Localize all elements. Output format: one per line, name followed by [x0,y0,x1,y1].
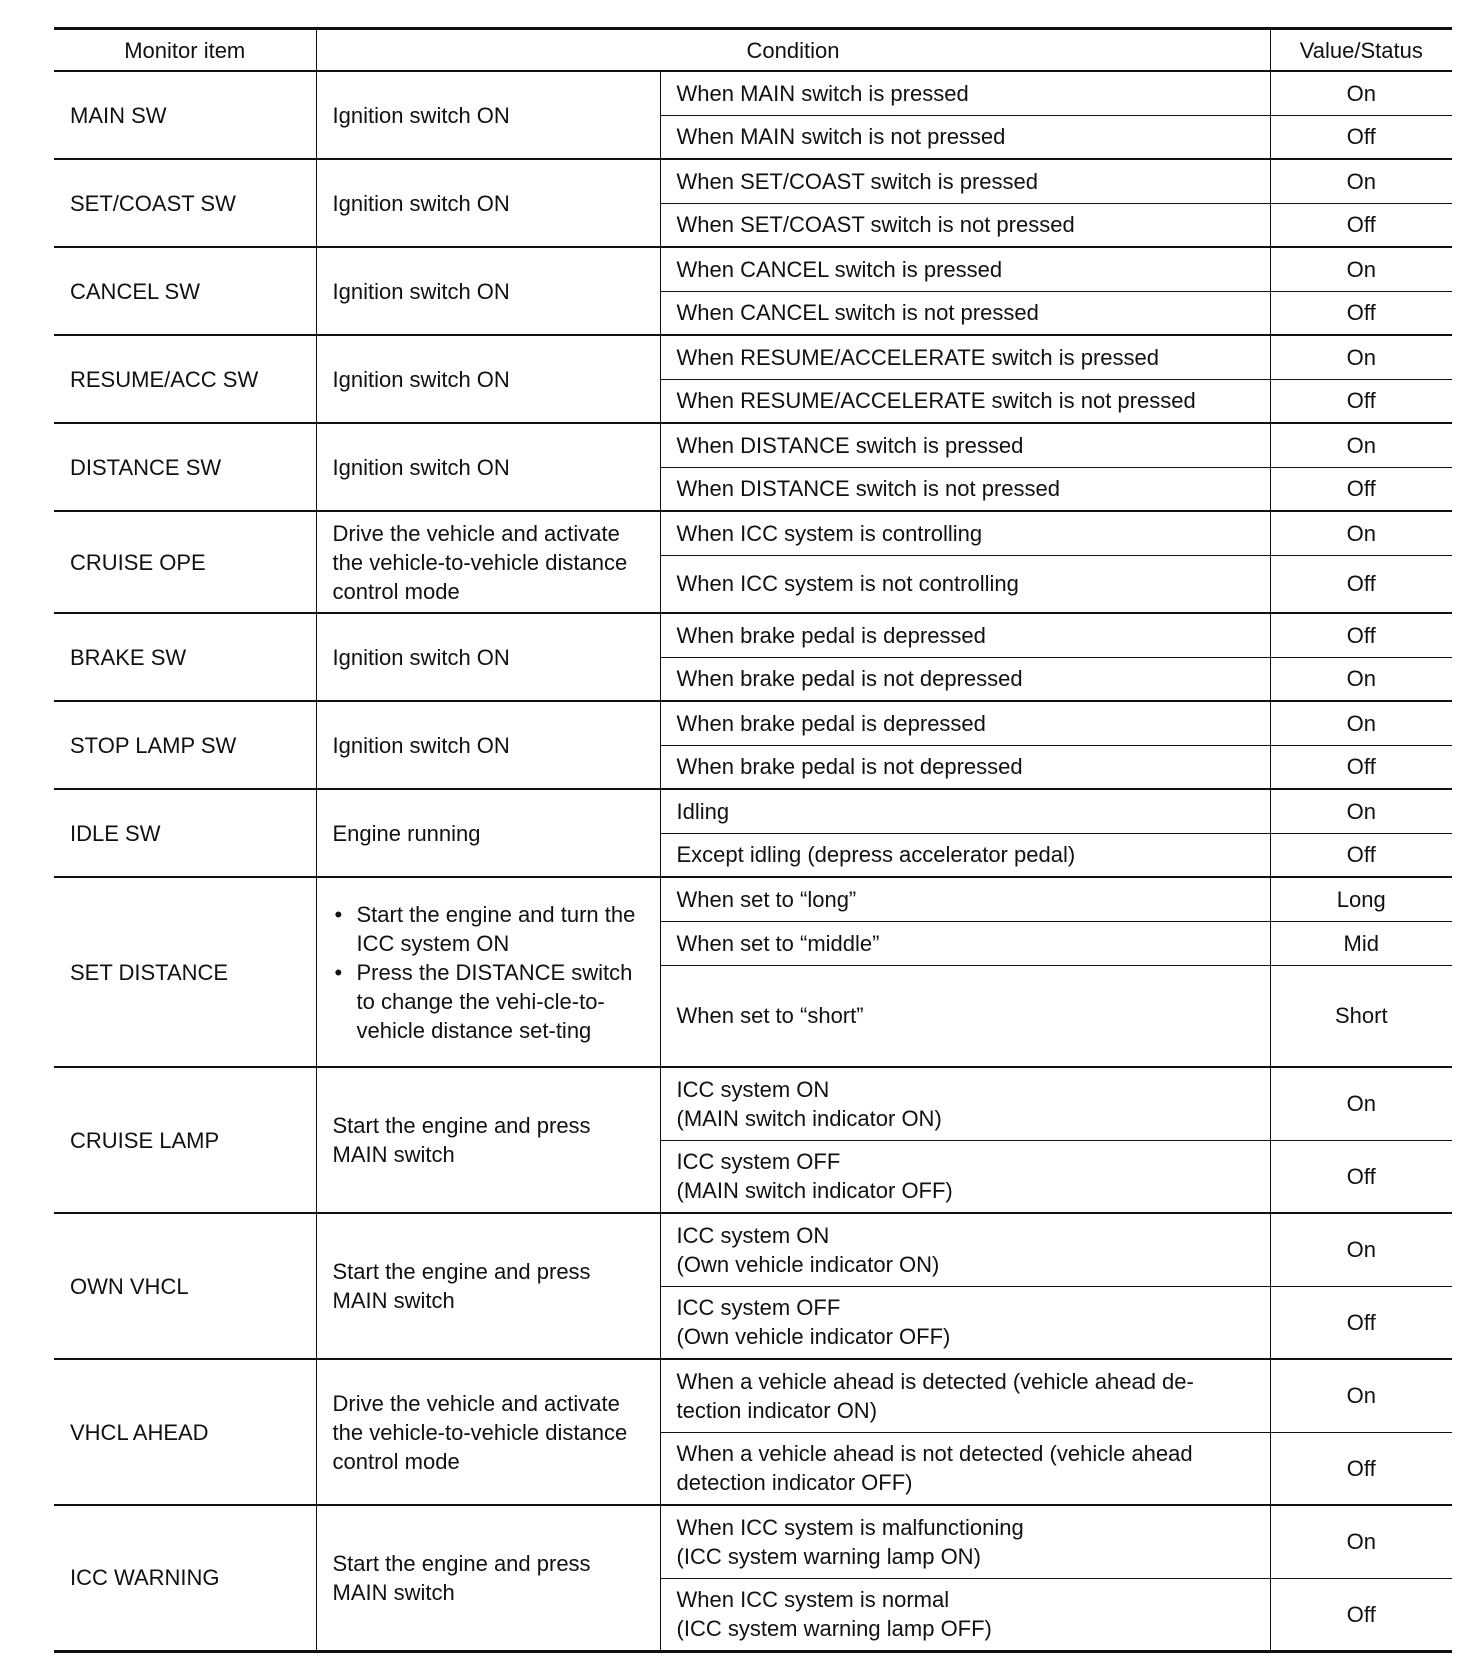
value-cell: On [1270,1213,1452,1286]
sub-condition-cell: When ICC system is normal (ICC system warning lamp OFF) [660,1578,1270,1651]
monitor-item-table [54,27,1452,1653]
sub-condition-cell: When CANCEL switch is not pressed [660,291,1270,335]
sub-condition-cell: When SET/COAST switch is not pressed [660,203,1270,247]
sub-condition-cell: When DISTANCE switch is pressed [660,423,1270,467]
table-header [54,29,1452,72]
value-cell: Off [1270,1432,1452,1505]
sub-condition-cell: When brake pedal is not depressed [660,657,1270,701]
condition-cell: Drive the vehicle and activate the vehicle-to-vehicle distance control mode [316,1359,660,1505]
sub-condition-cell: When SET/COAST switch is pressed [660,159,1270,203]
header-value-status: Value/Status [1270,29,1452,72]
table-row [54,511,1452,555]
sub-condition-cell: ICC system ON (Own vehicle indicator ON) [660,1213,1270,1286]
table-row [54,1213,1452,1286]
condition-bullet-list [333,900,650,1045]
monitor-item-cell: OWN VHCL [54,1213,316,1359]
value-cell: On [1270,1505,1452,1578]
value-cell: On [1270,1359,1452,1432]
monitor-item-cell: IDLE SW [54,789,316,877]
table-row [54,159,1452,203]
condition-cell: Ignition switch ON [316,701,660,789]
condition-bullet: • Press the DISTANCE switch to change the vehi-cle-to-vehicle distance set-ting [333,958,650,1045]
value-cell: Off [1270,745,1452,789]
value-cell: On [1270,159,1452,203]
value-cell: Off [1270,1140,1452,1213]
sub-condition-cell: When brake pedal is depressed [660,613,1270,657]
header-monitor-item: Monitor item [54,29,316,72]
condition-bullet: • Start the engine and turn the ICC system ON [333,900,650,958]
condition-cell [316,877,660,1067]
table-row [54,71,1452,115]
value-cell: Mid [1270,921,1452,965]
condition-cell: Start the engine and press MAIN switch [316,1067,660,1213]
condition-cell: Ignition switch ON [316,613,660,701]
sub-condition-cell: When CANCEL switch is pressed [660,247,1270,291]
sub-condition-cell: When brake pedal is not depressed [660,745,1270,789]
value-cell: Off [1270,613,1452,657]
monitor-item-cell: VHCL AHEAD [54,1359,316,1505]
monitor-item-cell: BRAKE SW [54,613,316,701]
value-cell: On [1270,71,1452,115]
sub-condition-cell: When RESUME/ACCELERATE switch is pressed [660,335,1270,379]
table-row [54,613,1452,657]
monitor-item-cell: RESUME/ACC SW [54,335,316,423]
sub-condition-cell: When a vehicle ahead is detected (vehicle ahead de-tection indicator ON) [660,1359,1270,1432]
monitor-item-cell: CANCEL SW [54,247,316,335]
sub-condition-cell: When ICC system is controlling [660,511,1270,555]
value-cell: Off [1270,203,1452,247]
monitor-item-cell: ICC WARNING [54,1505,316,1651]
sub-condition-cell: Except idling (depress accelerator pedal) [660,833,1270,877]
sub-condition-cell: When set to “middle” [660,921,1270,965]
value-cell: On [1270,511,1452,555]
condition-cell: Engine running [316,789,660,877]
monitor-item-cell: CRUISE OPE [54,511,316,613]
value-cell: Off [1270,379,1452,423]
monitor-item-cell: SET DISTANCE [54,877,316,1067]
value-cell: On [1270,1067,1452,1140]
header-condition: Condition [316,29,1270,72]
value-cell: On [1270,789,1452,833]
table-row [54,877,1452,921]
sub-condition-cell: ICC system OFF (Own vehicle indicator OFF) [660,1286,1270,1359]
condition-cell: Ignition switch ON [316,423,660,511]
header-row [54,29,1452,72]
value-cell: On [1270,335,1452,379]
table-body [54,71,1452,1651]
monitor-item-cell: STOP LAMP SW [54,701,316,789]
sub-condition-cell: Idling [660,789,1270,833]
table-row [54,789,1452,833]
monitor-item-cell: CRUISE LAMP [54,1067,316,1213]
value-cell: Short [1270,965,1452,1067]
sub-condition-cell: When a vehicle ahead is not detected (vehicle ahead detection indicator OFF) [660,1432,1270,1505]
value-cell: Off [1270,291,1452,335]
sub-condition-cell: ICC system OFF (MAIN switch indicator OFF) [660,1140,1270,1213]
value-cell: Off [1270,1286,1452,1359]
sub-condition-cell: When MAIN switch is pressed [660,71,1270,115]
value-cell: Off [1270,115,1452,159]
table-row [54,1067,1452,1140]
table-row [54,701,1452,745]
condition-cell: Ignition switch ON [316,71,660,159]
sub-condition-cell: When set to “long” [660,877,1270,921]
value-cell: On [1270,247,1452,291]
value-cell: Off [1270,467,1452,511]
condition-cell: Ignition switch ON [316,335,660,423]
value-cell: On [1270,701,1452,745]
sub-condition-cell: ICC system ON (MAIN switch indicator ON) [660,1067,1270,1140]
value-cell: On [1270,423,1452,467]
sub-condition-cell: When RESUME/ACCELERATE switch is not pressed [660,379,1270,423]
table-row [54,423,1452,467]
condition-cell: Start the engine and press MAIN switch [316,1505,660,1651]
monitor-item-cell: DISTANCE SW [54,423,316,511]
value-cell: Off [1270,833,1452,877]
sub-condition-cell: When ICC system is not controlling [660,555,1270,613]
table-row [54,335,1452,379]
table-row [54,1505,1452,1578]
value-cell: On [1270,657,1452,701]
value-cell: Off [1270,1578,1452,1651]
sub-condition-cell: When ICC system is malfunctioning (ICC system warning lamp ON) [660,1505,1270,1578]
condition-cell: Drive the vehicle and activate the vehicle-to-vehicle distance control mode [316,511,660,613]
sub-condition-cell: When MAIN switch is not pressed [660,115,1270,159]
sub-condition-cell: When DISTANCE switch is not pressed [660,467,1270,511]
table-row [54,247,1452,291]
sub-condition-cell: When set to “short” [660,965,1270,1067]
value-cell: Off [1270,555,1452,613]
condition-cell: Ignition switch ON [316,159,660,247]
table-row [54,1359,1452,1432]
value-cell: Long [1270,877,1452,921]
sub-condition-cell: When brake pedal is depressed [660,701,1270,745]
condition-cell: Start the engine and press MAIN switch [316,1213,660,1359]
monitor-item-cell: MAIN SW [54,71,316,159]
monitor-item-cell: SET/COAST SW [54,159,316,247]
condition-cell: Ignition switch ON [316,247,660,335]
